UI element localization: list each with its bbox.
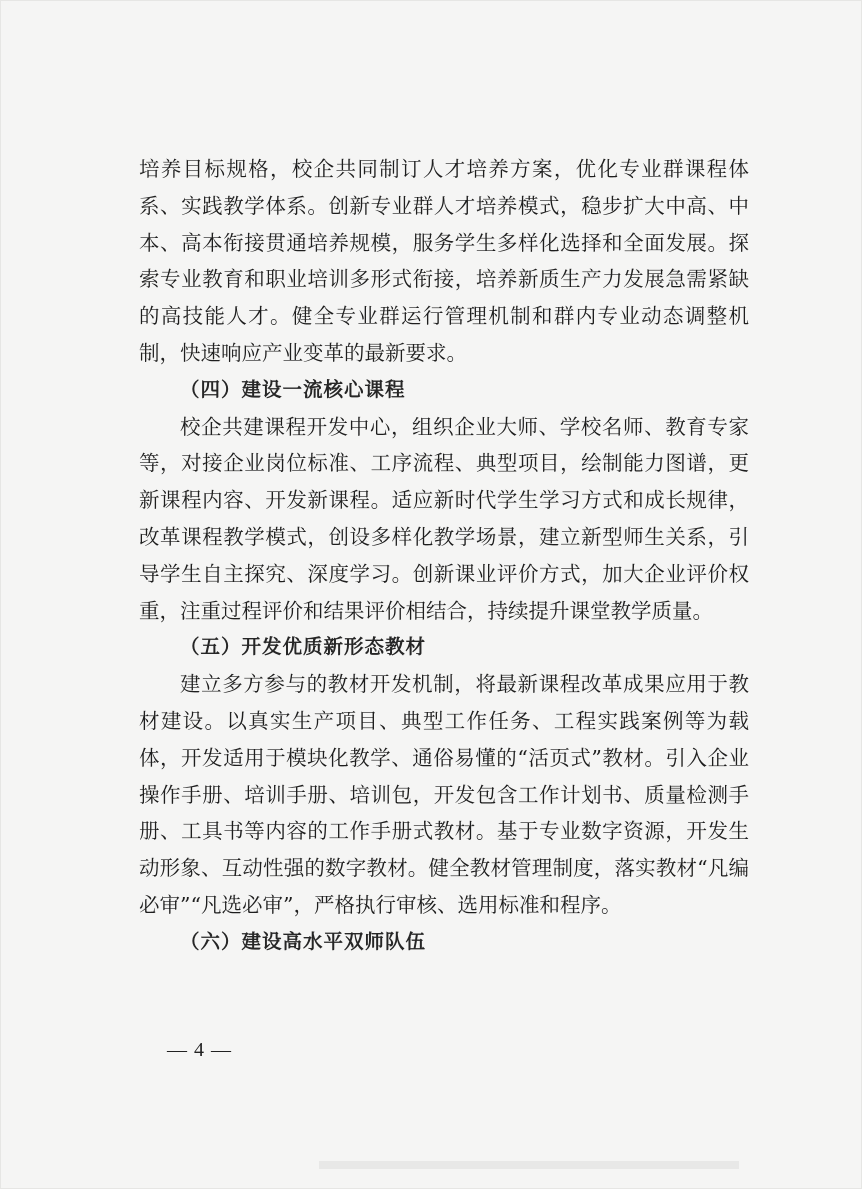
body-paragraph: 培养目标规格，校企共同制订人才培养方案，优化专业群课程体系、实践教学体系。创新专业群人才培养模式，稳步扩大中高、中本、高本衔接贯通培养规模，服务学生多样化选择和全面发展。探索专业教育和职业培训多形式衔接，培养新质生产力发展急需紧缺的高技能人才。健全专业群运行管理机制和群内专业动态调整机制，快速响应产业变革的最新要求。 bbox=[139, 157, 749, 365]
body-paragraph: 建立多方参与的教材开发机制，将最新课程改革成果应用于教材建设。以真实生产项目、典型工作任务、工程实践案例等为载体，开发适用于模块化教学、通俗易懂的“活页式”教材。引入企业操作手册、培训手册、培训包，开发包含工作计划书、质量检测手册、工具书等内容的工作手册式教材。基于专业数字资源，开发生动形象、互动性强的数字教材。健全教材管理制度，落实教材“凡编必审”“凡选必审”，严格执行审核、选用标准和程序。 bbox=[139, 672, 749, 917]
page-number: — 4 — bbox=[167, 1039, 232, 1061]
section-heading: （五）开发优质新形态教材 bbox=[180, 635, 427, 659]
body-paragraph: 校企共建课程开发中心，组织企业大师、学校名师、教育专家等，对接企业岗位标准、工序流程、典型项目，绘制能力图谱，更新课程内容、开发新课程。适应新时代学生学习方式和成长规律，改革课程教学模式，创设多样化教学场景，建立新型师生关系，引导学生自主探究、深度学习。创新课业评价方式，加大企业评价权重，注重过程评价和结果评价相结合，持续提升课堂教学质量。 bbox=[139, 414, 749, 623]
scan-shadow bbox=[319, 1161, 739, 1169]
document-body bbox=[139, 151, 749, 961]
section-heading: （六）建设高水平双师队伍 bbox=[180, 929, 427, 953]
section-heading: （四）建设一流核心课程 bbox=[180, 377, 406, 401]
